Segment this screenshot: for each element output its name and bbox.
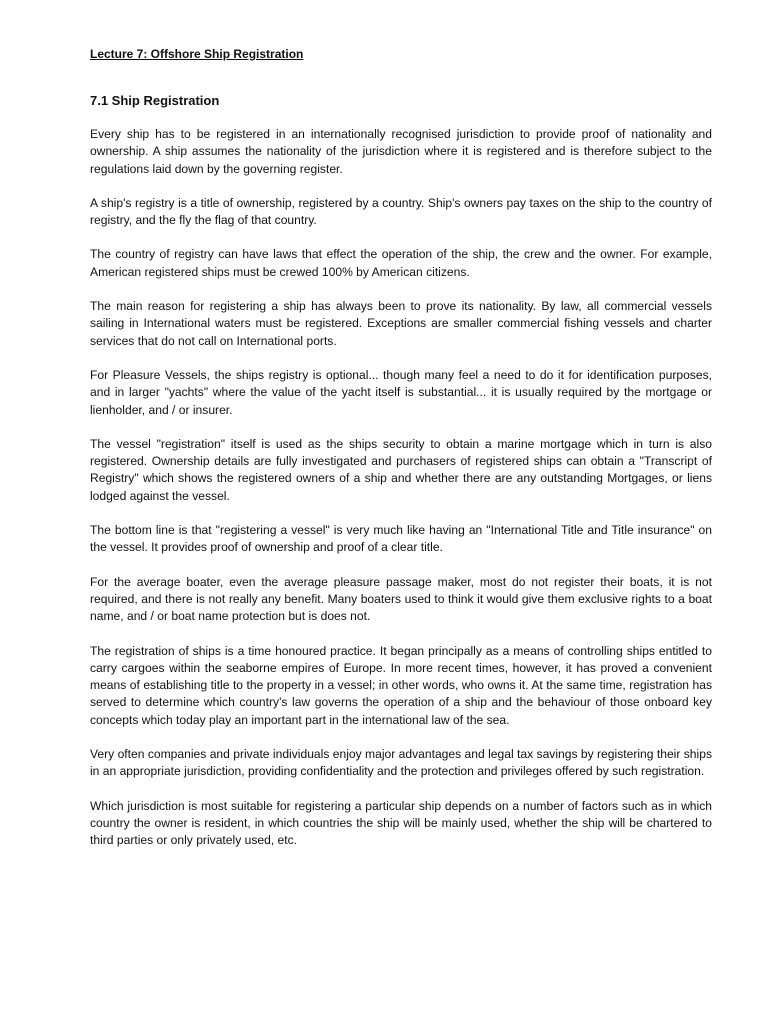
document-page [90,46,712,867]
paragraph-6: The vessel "registration" itself is used as the ships security to obtain a marine mortgage which in turn is also registered. Ownership details are fully investigated and purchasers of registered ships can obtain a "Transcript of Registry" which shows the registered owners of a ship and whether there are any outstanding Mortgages, or liens lodged against the vessel. [90,436,712,503]
paragraph-9: The registration of ships is a time honoured practice. It began principally as a means of controlling ships entitled to carry cargoes within the seaborne empires of Europe. In more recent times, however, it has proved a convenient means of establishing title to the property in a vessel; in other words, who owns it. At the same time, registration has served to determine which country's law governs the operation of a ship and the behaviour of those onboard key concepts which today play an important part in the international law of the sea. [90,643,712,727]
paragraph-8: For the average boater, even the average pleasure passage maker, most do not register their boats, it is not required, and there is not really any benefit. Many boaters used to think it would give them exclusive rights to a boat name, and / or boat name protection but is does not. [90,574,712,624]
paragraph-5: For Pleasure Vessels, the ships registry is optional... though many feel a need to do it for identification purposes, and in larger "yachts" where the value of the yacht itself is substantial... it is usually required by the mortgage or lienholder, and / or insurer. [90,367,712,417]
paragraph-7: The bottom line is that "registering a vessel" is very much like having an "International Title and Title insurance" on the vessel. It provides proof of ownership and proof of a clear title. [90,523,712,555]
paragraph-2: A ship's registry is a title of ownership, registered by a country. Ship's owners pay taxes on the ship to the country of registry, and the fly the flag of that country. [90,195,712,228]
paragraph-3: The country of registry can have laws that effect the operation of the ship, the crew and the owner. For example, American registered ships must be crewed 100% by American citizens. [90,247,712,279]
paragraph-10: Very often companies and private individuals enjoy major advantages and legal tax savings by registering their ships in an appropriate jurisdiction, providing confidentiality and the protection and privileges offered by such registration. [90,747,712,779]
paragraph-1: Every ship has to be registered in an internationally recognised jurisdiction to provide proof of nationality and ownership. A ship assumes the nationality of the jurisdiction where it is registered and is therefore subject to the regulations laid down by the governing register. [90,127,712,176]
paragraph-4: The main reason for registering a ship has always been to prove its nationality. By law, all commercial vessels sailing in International waters must be registered. Exceptions are smaller commercial fishing vessels and charter services that do not call on International ports. [90,299,712,348]
lecture-title: Lecture 7: Offshore Ship Registration [90,47,304,61]
section-title: 7.1 Ship Registration [90,93,220,108]
paragraph-11: Which jurisdiction is most suitable for registering a particular ship depends on a number of factors such as in which country the owner is resident, in which countries the ship will be mainly used, whether the ship will be chartered to third parties or only privately used, etc. [90,798,712,848]
